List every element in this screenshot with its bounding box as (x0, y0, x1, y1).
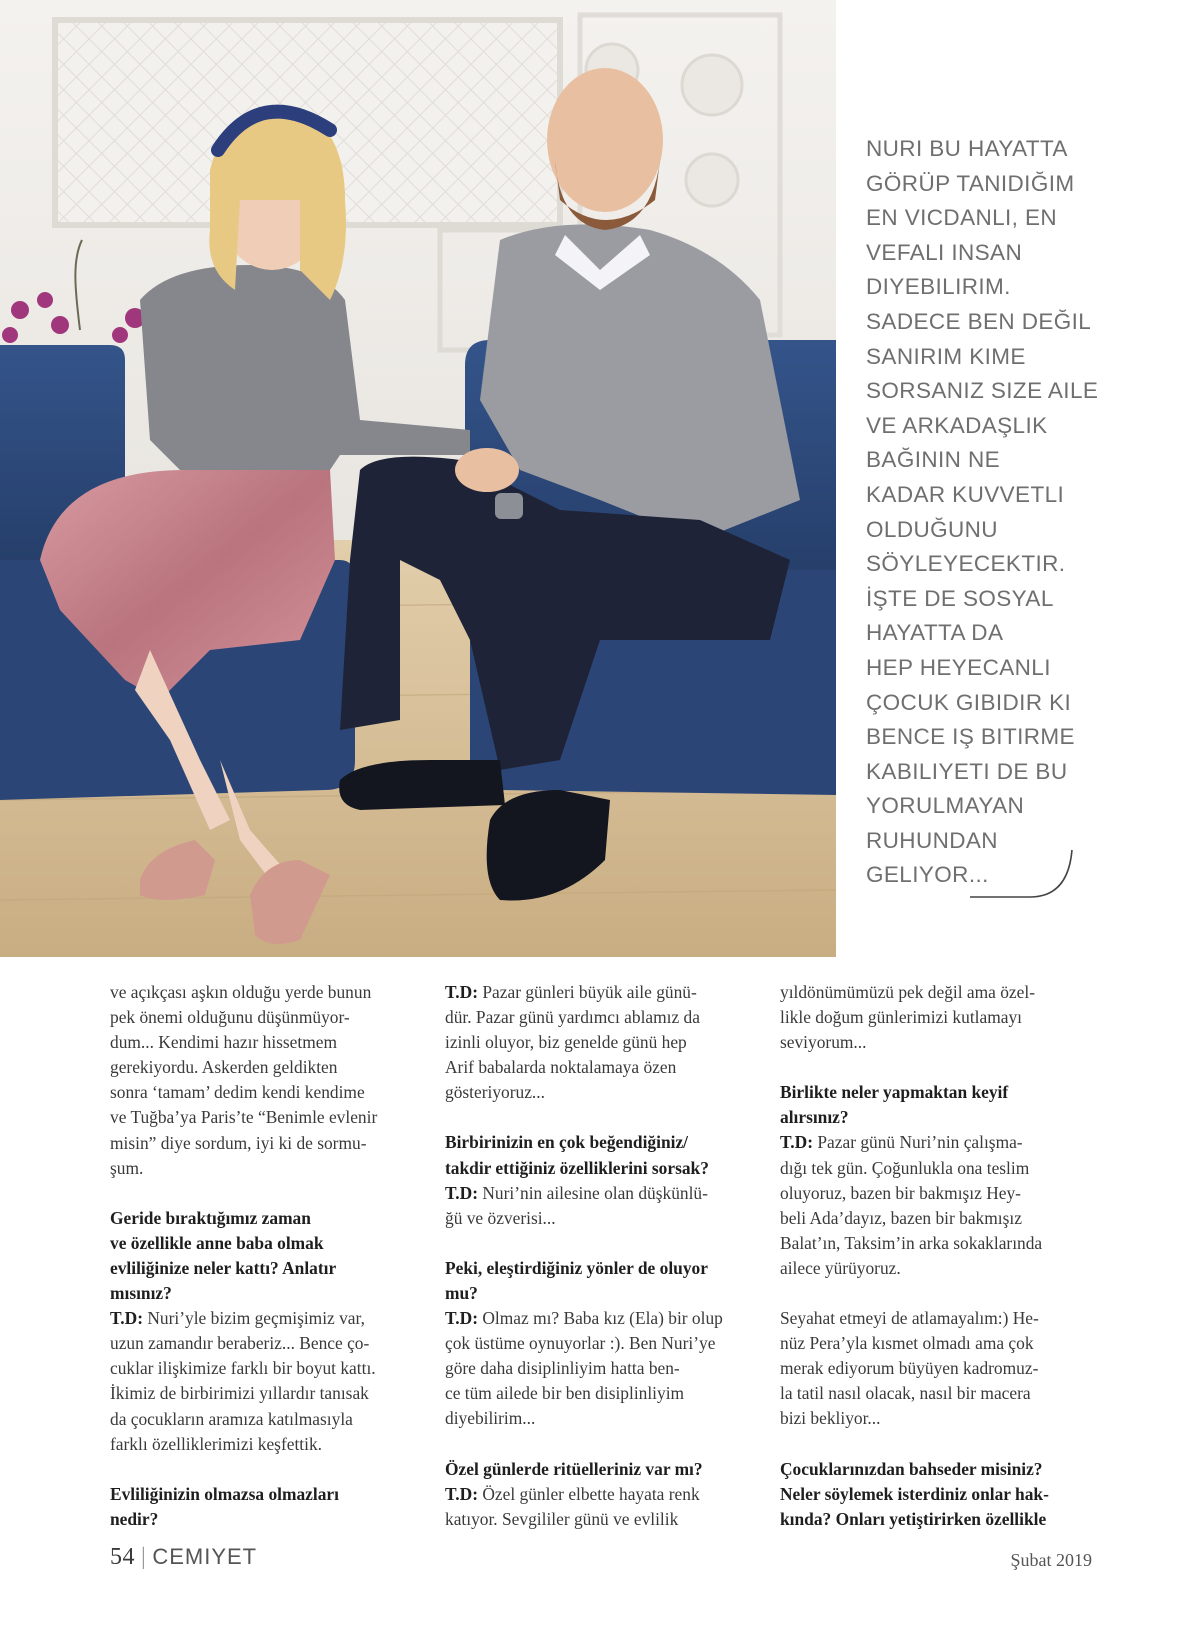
paragraph-line: sonra ‘tamam’ dedim kendi kendime (110, 1082, 365, 1103)
answer-line: izinli oluyor, biz genelde günü hep (445, 1032, 687, 1053)
answer-line (445, 1306, 767, 1331)
answer-text: Pazar günü Nuri’nin çalışma- (813, 1132, 1023, 1153)
article-column-2 (445, 980, 767, 1532)
answer-line: katıyor. Sevgililer günü ve evlilik (445, 1508, 679, 1529)
pull-quote-line: SANIRIM KIME (866, 343, 1026, 369)
pull-quote-line: BENCE IŞ BITIRME (866, 724, 1075, 750)
paragraph-line: ve açıkçası aşkın olduğu yerde bunun (110, 982, 372, 1002)
question-line: ve özellikle anne baba olmak (110, 1232, 324, 1253)
answer-line: oluyoruz, bazen bir bakmışız Hey- (780, 1182, 1021, 1203)
pull-quote-line: HAYATTA DA (866, 620, 1004, 646)
paragraph-gap (445, 1105, 767, 1130)
question-line: mısınız? (110, 1283, 172, 1304)
answer-line: cuklar ilişkimize farklı bir boyut kattı. (110, 1358, 376, 1379)
question-line: nedir? (110, 1508, 159, 1529)
answer-line (445, 1181, 767, 1206)
footer-divider: | (141, 1544, 147, 1570)
paragraph-gap (110, 1181, 432, 1206)
answer-line: farklı özelliklerimizi keşfettik. (110, 1433, 322, 1454)
question-line: Birbirinizin en çok beğendiğiniz/ (445, 1132, 689, 1153)
question-line: takdir ettiğiniz özelliklerini sorsak? (445, 1157, 709, 1178)
pull-quote-line: EN VICDANLI, EN (866, 205, 1058, 231)
paragraph-line: likle doğum günlerimizi kutlamayı (780, 1007, 1022, 1028)
answer-line: ce tüm ailede bir ben disiplinliyim (445, 1383, 685, 1404)
question-line: mu? (445, 1282, 478, 1303)
paragraph-line: nüz Pera’yla kısmet olmadı ama çok (780, 1333, 1034, 1354)
pull-quote-line: GÖRÜP TANIDIĞIM (866, 170, 1075, 196)
question-line: Özel günlerde ritüelleriniz var mı? (445, 1458, 703, 1479)
answer-text: Nuri’nin ailesine olan düşkünlü- (478, 1182, 708, 1203)
speaker-initials: T.D: (110, 1308, 144, 1329)
magazine-name: CEMIYET (152, 1544, 258, 1569)
speaker-initials: T.D: (780, 1132, 814, 1153)
pull-quote-line: VE ARKADAŞLIK (866, 412, 1048, 438)
answer-line (780, 1130, 1102, 1155)
paragraph-line: ve Tuğba’ya Paris’te “Benimle evlenir (110, 1107, 378, 1128)
paragraph-line: yıldönümümüzü pek değil ama özel- (780, 982, 1035, 1002)
answer-line: ailece yürüyoruz. (780, 1257, 901, 1278)
speaker-initials: T.D: (445, 1483, 479, 1504)
answer-line: dığı tek gün. Çoğunlukla ona teslim (780, 1157, 1030, 1178)
article-column-3 (780, 980, 1102, 1532)
question-line: Neler söylemek isterdiniz onlar hak- (780, 1483, 1049, 1504)
paragraph-gap (780, 1432, 1102, 1457)
paragraph-line: la tatil nasıl olacak, nasıl bir macera (780, 1383, 1031, 1404)
page-footer-left (110, 1544, 257, 1571)
pull-quote-line: HEP HEYECANLI (866, 654, 1051, 680)
paragraph-gap (445, 1432, 767, 1457)
answer-line: çok üstüme oynuyorlar :). Ben Nuri’ye (445, 1333, 716, 1354)
paragraph-gap (445, 1231, 767, 1256)
pull-quote-line: OLDUĞUNU (866, 516, 998, 542)
paragraph-line: dum... Kendimi hazır hissetmem (110, 1032, 338, 1053)
question-line: Birlikte neler yapmaktan keyif (780, 1082, 1009, 1103)
pull-quote-line: KABILIYETI DE BU (866, 758, 1068, 784)
answer-line: diyebilirim... (445, 1408, 536, 1429)
couple-portrait-photo (0, 0, 836, 957)
pull-quote-line: BAĞININ NE (866, 447, 1001, 473)
pull-quote-line: ÇOCUK GIBIDIR KI (866, 689, 1072, 715)
answer-line: ğü ve özverisi... (445, 1207, 556, 1228)
paragraph-gap (780, 1281, 1102, 1306)
pull-quote-line: VEFALI INSAN (866, 239, 1023, 265)
paragraph-gap (780, 1055, 1102, 1080)
issue-date: Şubat 2019 (1010, 1550, 1092, 1570)
answer-line (445, 980, 767, 1005)
paragraph-line: Seyahat etmeyi de atlamayalım:) He- (780, 1308, 1039, 1329)
article-column-1 (110, 980, 432, 1532)
paragraph-line: seviyorum... (780, 1032, 867, 1053)
pull-quote-line: YORULMAYAN (866, 793, 1025, 819)
answer-line: gösteriyoruz... (445, 1082, 545, 1103)
pull-quote-line: DIYEBILIRIM. (866, 274, 1011, 300)
answer-line: Arif babalarda noktalamaya özen (445, 1057, 677, 1078)
page-number: 54 (110, 1544, 135, 1570)
answer-text: Pazar günleri büyük aile günü- (478, 982, 697, 1002)
answer-line (110, 1306, 432, 1331)
answer-text: Olmaz mı? Baba kız (Ela) bir olup (478, 1308, 723, 1329)
answer-line: İkimiz de birbirimizi yıllardır tanısak (110, 1383, 369, 1404)
question-line: kında? Onları yetiştirirken özellikle (780, 1508, 1047, 1529)
question-line: evliliğinize neler kattı? Anlatır (110, 1257, 337, 1278)
question-line: Evliliğinizin olmazsa olmazları (110, 1483, 339, 1504)
pull-quote-line: KADAR KUVVETLI (866, 481, 1065, 507)
speaker-initials: T.D: (445, 1308, 479, 1329)
paragraph-line: misin” diye sordum, iyi ki de sormu- (110, 1132, 367, 1153)
paragraph-line: merak ediyorum büyüyen kadromuz- (780, 1358, 1039, 1379)
question-line: Peki, eleştirdiğiniz yönler de oluyor (445, 1257, 708, 1278)
paragraph-gap (110, 1457, 432, 1482)
speaker-initials: T.D: (445, 982, 479, 1002)
answer-line: da çocukların aramıza katılmasıyla (110, 1408, 353, 1429)
question-line: alırsınız? (780, 1107, 849, 1128)
pull-quote-line: NURI BU HAYATTA (866, 136, 1068, 161)
answer-line: göre daha disiplinliyim hatta ben- (445, 1358, 680, 1379)
answer-text: Nuri’yle bizim geçmişimiz var, (143, 1308, 365, 1329)
question-line: Çocuklarınızdan bahseder misiniz? (780, 1458, 1043, 1479)
speaker-initials: T.D: (445, 1182, 479, 1203)
pull-quote-line: SORSANIZ SIZE AILE (866, 378, 1099, 404)
answer-line: uzun zamandır beraberiz... Bence ço- (110, 1333, 370, 1354)
pull-quote-line: SADECE BEN DEĞIL (866, 308, 1092, 334)
question-line: Geride bıraktığımız zaman (110, 1207, 311, 1228)
paragraph-line: bizi bekliyor... (780, 1408, 881, 1429)
pull-quote-line: İŞTE DE SOSYAL (866, 585, 1054, 611)
paragraph-line: şum. (110, 1157, 144, 1178)
pull-quote-line: SÖYLEYECEKTIR. (866, 551, 1066, 577)
answer-line: dür. Pazar günü yardımcı ablamız da (445, 1007, 700, 1028)
pull-quote (866, 132, 1186, 893)
answer-line: beli Ada’dayız, bazen bir bakmışız (780, 1207, 1022, 1228)
answer-line (445, 1482, 767, 1507)
paragraph-line: gerekiyordu. Askerden geldikten (110, 1057, 338, 1078)
pull-quote-line: GELIYOR... (866, 862, 989, 888)
answer-text: Özel günler elbette hayata renk (478, 1483, 700, 1504)
pull-quote-line: RUHUNDAN (866, 827, 998, 853)
answer-line: Balat’ın, Taksim’in arka sokaklarında (780, 1232, 1043, 1253)
paragraph-line: pek önemi olduğunu düşünmüyor- (110, 1007, 350, 1028)
quote-swoosh-icon (960, 842, 1080, 902)
